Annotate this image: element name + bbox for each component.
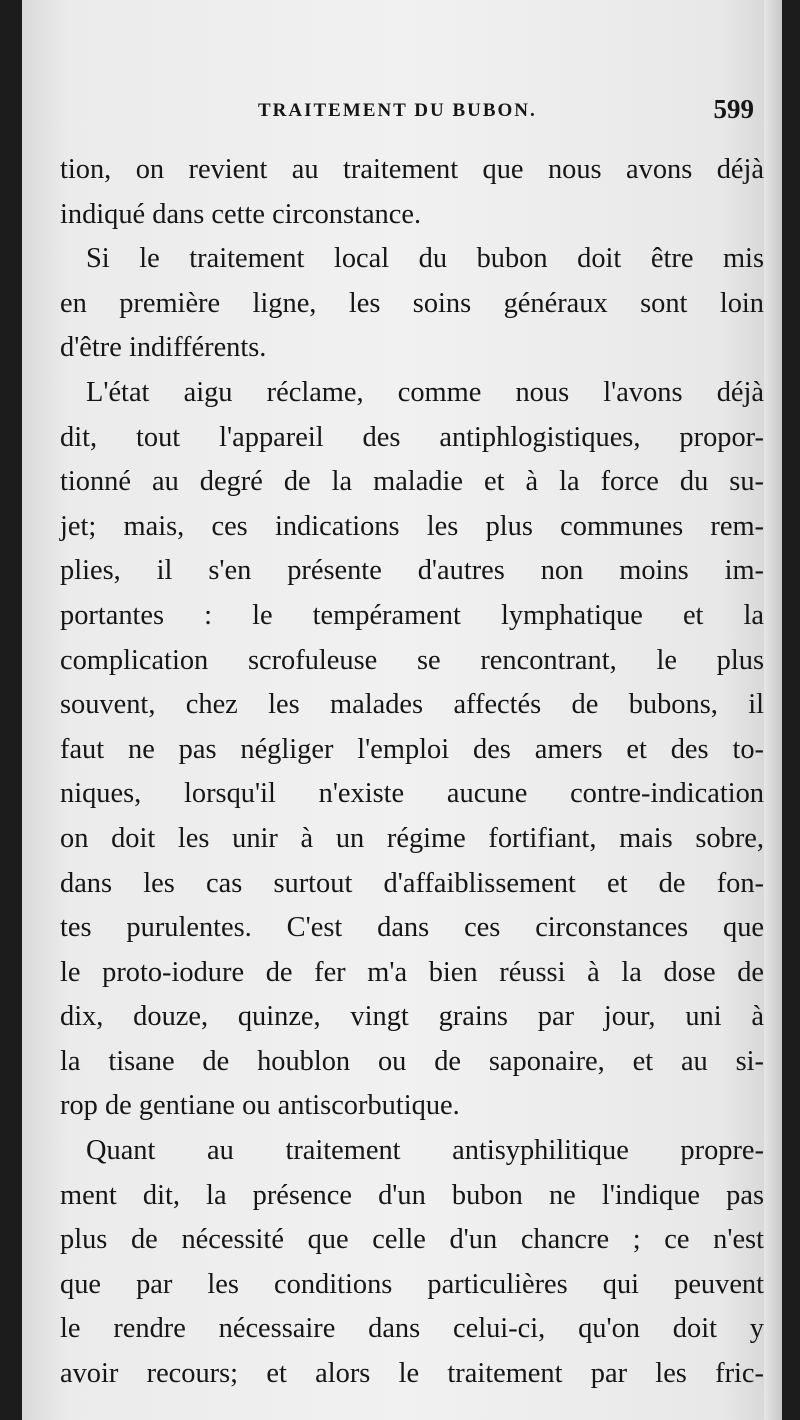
text-line: tes purulentes. C'est dans ces circonstances que <box>60 912 764 944</box>
text-line: que par les conditions particulières qui peuvent <box>60 1268 764 1300</box>
text-line: ment dit, la présence d'un bubon ne l'indique pas <box>60 1179 764 1211</box>
text-line: Quant au traitement antisyphilitique propre- <box>86 1135 764 1167</box>
text-line: le proto-iodure de fer m'a bien réussi à la dose de <box>60 956 764 988</box>
text-line: dix, douze, quinze, vingt grains par jour, uni à <box>60 1001 764 1033</box>
running-title: TRAITEMENT DU BUBON. <box>258 100 537 121</box>
text-line: tionné au degré de la maladie et à la force du su- <box>60 466 764 498</box>
text-line: Si le traitement local du bubon doit être mis <box>86 243 764 275</box>
text-line: tion, on revient au traitement que nous avons déjà <box>60 154 764 185</box>
book-page <box>22 0 782 1420</box>
text-line: dans les cas surtout d'affaiblissement et de fon- <box>60 867 764 899</box>
text-line: indiqué dans cette circonstance. <box>60 198 422 230</box>
text-line: le rendre nécessaire dans celui-ci, qu'on doit y <box>60 1313 764 1345</box>
text-line: L'état aigu réclame, comme nous l'avons déjà <box>86 376 764 408</box>
text-line: on doit les unir à un régime fortifiant, mais sobre, <box>60 822 764 854</box>
page-number: 599 <box>713 94 754 124</box>
text-line: d'être indifférents. <box>60 332 267 364</box>
text-line: dit, tout l'appareil des antiphlogistiques, propor- <box>60 421 764 453</box>
text-line: avoir recours; et alors le traitement par les fric- <box>60 1358 764 1390</box>
text-line: plies, il s'en présente d'autres non moins im- <box>60 555 764 587</box>
running-header <box>22 92 782 132</box>
text-line: faut ne pas négliger l'emploi des amers et des to- <box>60 733 764 765</box>
text-line: portantes : le tempérament lymphatique et la <box>60 599 764 631</box>
text-line: souvent, chez les malades affectés de bubons, il <box>60 689 764 721</box>
body-text <box>60 148 764 1397</box>
text-line: la tisane de houblon ou de saponaire, et au si- <box>60 1045 764 1077</box>
text-line: niques, lorsqu'il n'existe aucune contre-indication <box>60 778 764 810</box>
text-line: plus de nécessité que celle d'un chancre ; ce n'est <box>60 1224 764 1256</box>
text-line: en première ligne, les soins généraux sont loin <box>60 287 764 319</box>
page-edge-shadow <box>764 0 782 1420</box>
text-line: rop de gentiane ou antiscorbutique. <box>60 1090 460 1122</box>
text-line: jet; mais, ces indications les plus communes rem- <box>60 510 764 542</box>
text-line: complication scrofuleuse se rencontrant, le plus <box>60 644 764 676</box>
